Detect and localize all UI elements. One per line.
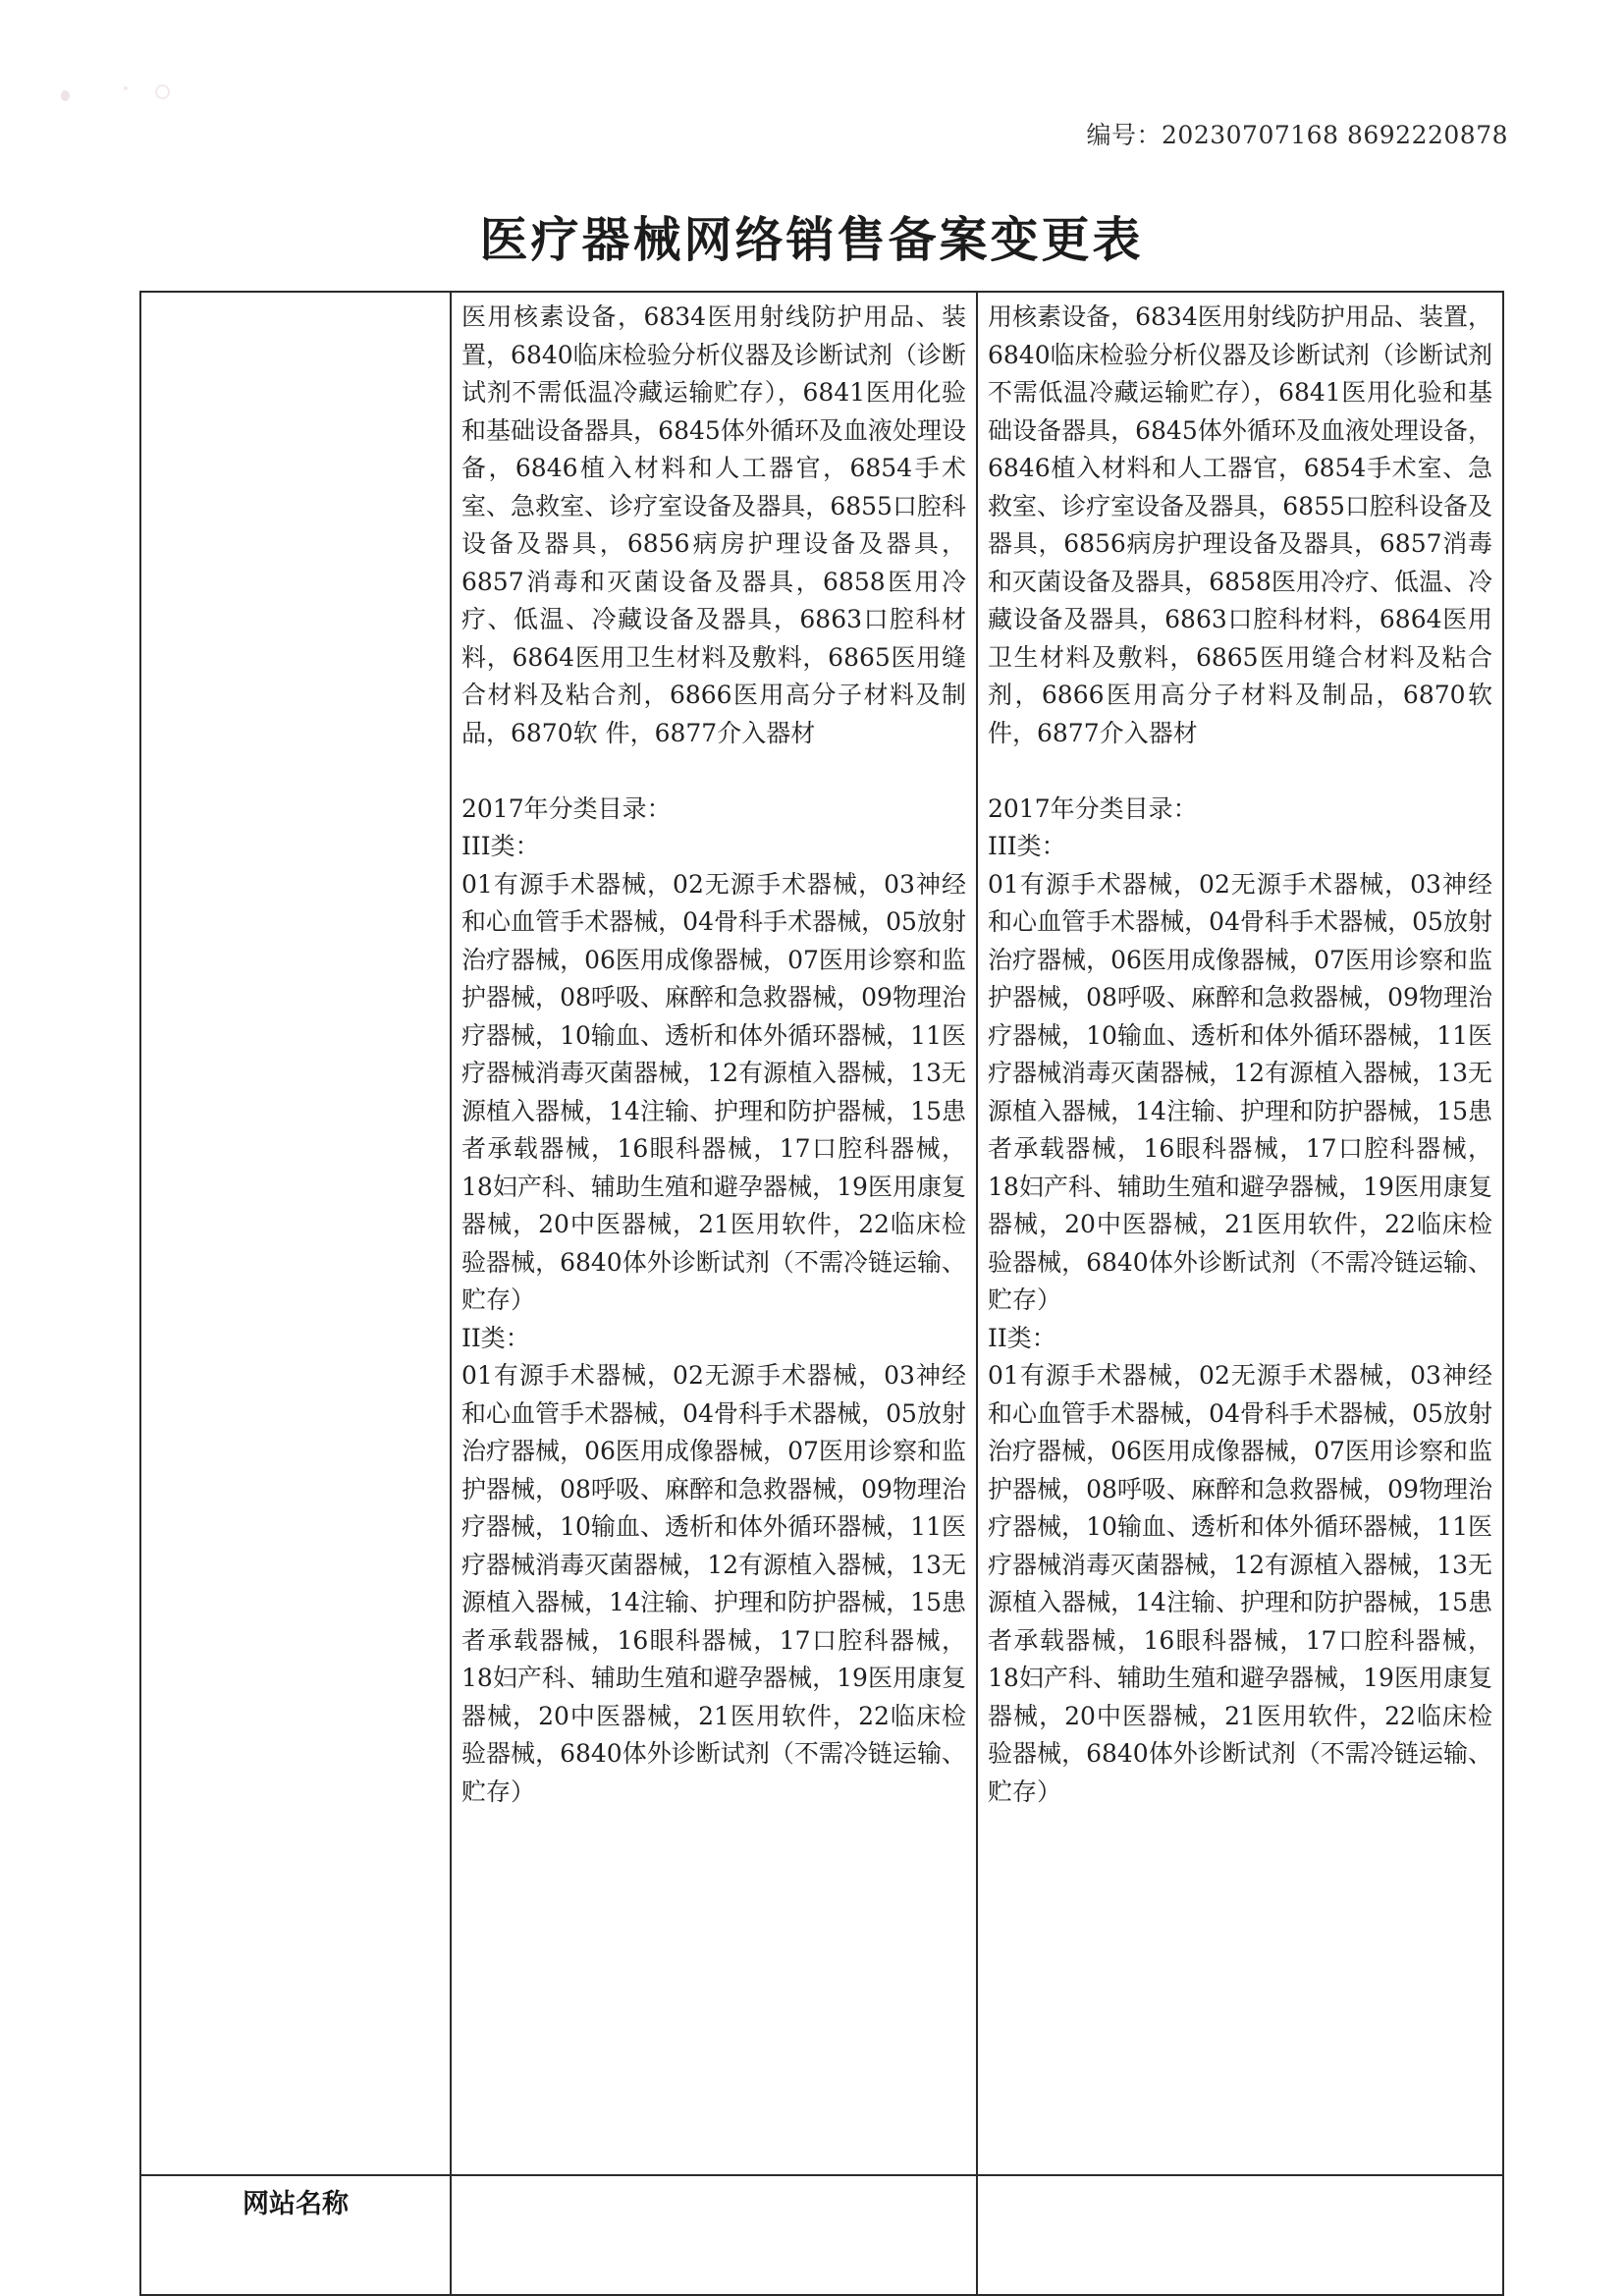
scope-new-class2-heading: II类：	[988, 1323, 1056, 1352]
table-row-scope	[140, 292, 1503, 2175]
scope-old-class3-items: 01有源手术器械，02无源手术器械，03神经和心血管手术器械，04骨科手术器械，05放射治疗器械，06医用成像器械，07医用诊察和监护器械，08呼吸、麻醉和急救器械，09物理治疗器械，10输血、透析和体外循环器械，11医疗器械消毒灭菌器械，12有源植入器械，13无源植入器械，14注输、护理和防护器械，15患者承载器械，16眼科器械，17口腔科器械，18妇产科、辅助生殖和避孕器械，19医用康复器械，20中医器械，21医用软件，22临床检验器械，6840体外诊断试剂（不需冷链运输、贮存）	[461, 869, 966, 1314]
scope-old-paragraph-1: 医用核素设备，6834医用射线防护用品、装置，6840临床检验分析仪器及诊断试剂（诊断试剂不需低温冷藏运输贮存），6841医用化验和基础设备器具，6845体外循环及血液处理设备，6846植入材料和人工器官，6854手术室、急救室、诊疗室设备及器具，6855口腔科设备及器具，6856病房护理设备及器具，6857消毒和灭菌设备及器具，6858医用冷疗、低温、冷藏设备及器具，6863口腔科材料，6864医用卫生材料及敷料，6865医用缝合材料及粘合剂，6866医用高分子材料及制品，6870软 件，6877介入器材	[461, 302, 966, 747]
scope-new-class3-items: 01有源手术器械，02无源手术器械，03神经和心血管手术器械，04骨科手术器械，05放射治疗器械，06医用成像器械，07医用诊察和监护器械，08呼吸、麻醉和急救器械，09物理治疗器械，10输血、透析和体外循环器械，11医疗器械消毒灭菌器械，12有源植入器械，13无源植入器械，14注输、护理和防护器械，15患者承载器械，16眼科器械，17口腔科器械，18妇产科、辅助生殖和避孕器械，19医用康复器械，20中医器械，21医用软件，22临床检验器械，6840体外诊断试剂（不需冷链运输、贮存）	[988, 869, 1492, 1314]
scope-new-catalog-heading: 2017年分类目录：	[988, 793, 1198, 823]
table-row-website	[140, 2175, 1503, 2295]
website-name-old-value[interactable]	[451, 2175, 977, 2295]
change-form-table	[139, 291, 1504, 2296]
scope-new-text	[988, 299, 1492, 1811]
scope-old-class3-heading: III类：	[461, 832, 540, 860]
scope-new-paragraph-1: 用核素设备，6834医用射线防护用品、装置，6840临床检验分析仪器及诊断试剂（诊断试剂不需低温冷藏运输贮存），6841医用化验和基础设备器具，6845体外循环及血液处理设备，6846植入材料和人工器官，6854手术室、急救室、诊疗室设备及器具，6855口腔科设备及器具，6856病房护理设备及器具，6857消毒和灭菌设备及器具，6858医用冷疗、低温、冷藏设备及器具，6863口腔科材料，6864医用卫生材料及敷料，6865医用缝合材料及粘合剂，6866医用高分子材料及制品，6870软 件，6877介入器材	[988, 302, 1492, 747]
scope-old-spacer-1	[461, 752, 966, 791]
scope-row-label-cell	[140, 292, 451, 2175]
scan-speckle-3	[155, 84, 170, 99]
scope-old-class2-heading: II类：	[461, 1323, 530, 1352]
scope-old-class2-items: 01有源手术器械，02无源手术器械，03神经和心血管手术器械，04骨科手术器械，05放射治疗器械，06医用成像器械，07医用诊察和监护器械，08呼吸、麻醉和急救器械，09物理治疗器械，10输血、透析和体外循环器械，11医疗器械消毒灭菌器械，12有源植入器械，13无源植入器械，14注输、护理和防护器械，15患者承载器械，16眼科器械，17口腔科器械，18妇产科、辅助生殖和避孕器械，19医用康复器械，20中医器械，21医用软件，22临床检验器械，6840体外诊断试剂（不需冷链运输、贮存）	[461, 1361, 966, 1806]
scope-new-class2-items: 01有源手术器械，02无源手术器械，03神经和心血管手术器械，04骨科手术器械，05放射治疗器械，06医用成像器械，07医用诊察和监护器械，08呼吸、麻醉和急救器械，09物理治疗器械，10输血、透析和体外循环器械，11医疗器械消毒灭菌器械，12有源植入器械，13无源植入器械，14注输、护理和防护器械，15患者承载器械，16眼科器械，17口腔科器械，18妇产科、辅助生殖和避孕器械，19医用康复器械，20中医器械，21医用软件，22临床检验器械，6840体外诊断试剂（不需冷链运输、贮存）	[988, 1361, 1492, 1806]
website-name-label: 网站名称	[140, 2175, 451, 2295]
website-name-new-value[interactable]	[977, 2175, 1503, 2295]
scope-old-cell	[451, 292, 977, 2175]
scope-new-class3-heading: III类：	[988, 832, 1066, 860]
page-title: 医疗器械网络销售备案变更表	[479, 212, 1144, 268]
scope-new-spacer-1	[988, 752, 1492, 791]
scope-old-text	[461, 299, 966, 1811]
document-number: 编号：20230707168 8692220878	[1086, 121, 1508, 149]
scan-speckle-1	[61, 90, 70, 101]
change-form-table-wrapper	[139, 291, 1502, 2296]
scan-speckle-2	[124, 86, 128, 90]
scope-new-cell	[977, 292, 1503, 2175]
scope-old-catalog-heading: 2017年分类目录：	[461, 793, 672, 823]
